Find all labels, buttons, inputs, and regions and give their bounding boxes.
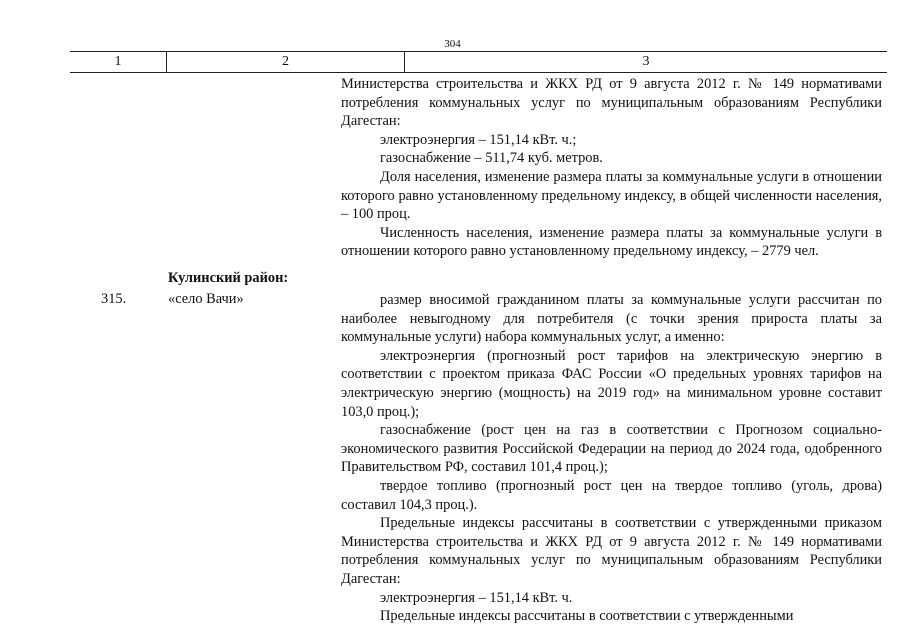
row-number: 315. (101, 291, 127, 307)
paragraph: твердое топливо (прогнозный рост цен на твердое топливо (уголь, дрова) составил 104,3 проц.). (341, 477, 882, 513)
paragraph: электроэнергия (прогнозный рост тарифов на электрическую энергию в соответствии с проектом приказа ФАС России «О предельных уровнях тарифов на электрическую энергию (мощность) на 2019 год» на минимальном уровне составит 103,0 проц.); (341, 347, 882, 420)
settlement-name: «село Вачи» (168, 291, 244, 307)
paragraph: размер вносимой гражданином платы за коммунальные услуги рассчитан по наиболее невыгодному для потребителя (с точки зрения прироста платы за коммунальные услуги) набора коммунальных услуг, а именно: (341, 292, 882, 346)
paragraph: электроэнергия – 151,14 кВт. ч.; (380, 131, 577, 148)
entry-text (341, 291, 882, 626)
paragraph: Численность населения, изменение размера платы за коммунальные услуги в отношении которого равно установленному предельному индексу, – 2779 чел. (341, 224, 882, 260)
column-header-2: 2 (282, 54, 289, 69)
page-number: 304 (444, 38, 461, 50)
district-heading: Кулинский район: (168, 270, 289, 286)
column-header-1: 1 (114, 54, 122, 69)
paragraph: газоснабжение (рост цен на газ в соответствии с Прогнозом социально-экономического развития Российской Федерации на период до 2024 года, одобренного Правительством РФ, составил 101,4 проц.); (341, 422, 882, 476)
paragraph: Предельные индексы рассчитаны в соответствии с утвержденными (380, 608, 794, 625)
paragraph: газоснабжение – 511,74 куб. метров. (380, 150, 603, 167)
paragraph: электроэнергия – 151,14 кВт. ч. (380, 589, 573, 606)
previous-entry-text (341, 75, 882, 261)
paragraph: Предельные индексы рассчитаны в соответствии с утвержденными приказом Министерства строительства и ЖКХ РД от 9 августа 2012 г. № 149 нормативами потребления коммунальных услуг по муниципальным образованиям Республики Дагестан: (341, 515, 882, 587)
table-header-row (70, 51, 887, 73)
paragraph: Министерства строительства и ЖКХ РД от 9 августа 2012 г. № 149 нормативами потребления коммунальных услуг по муниципальным образованиям Республики Дагестан: (341, 76, 882, 130)
paragraph: Доля населения, изменение размера платы за коммунальные услуги в отношении которого равно установленному предельному индексу, в общей численности населения, – 100 проц. (341, 168, 882, 223)
column-header-3: 3 (642, 54, 650, 69)
